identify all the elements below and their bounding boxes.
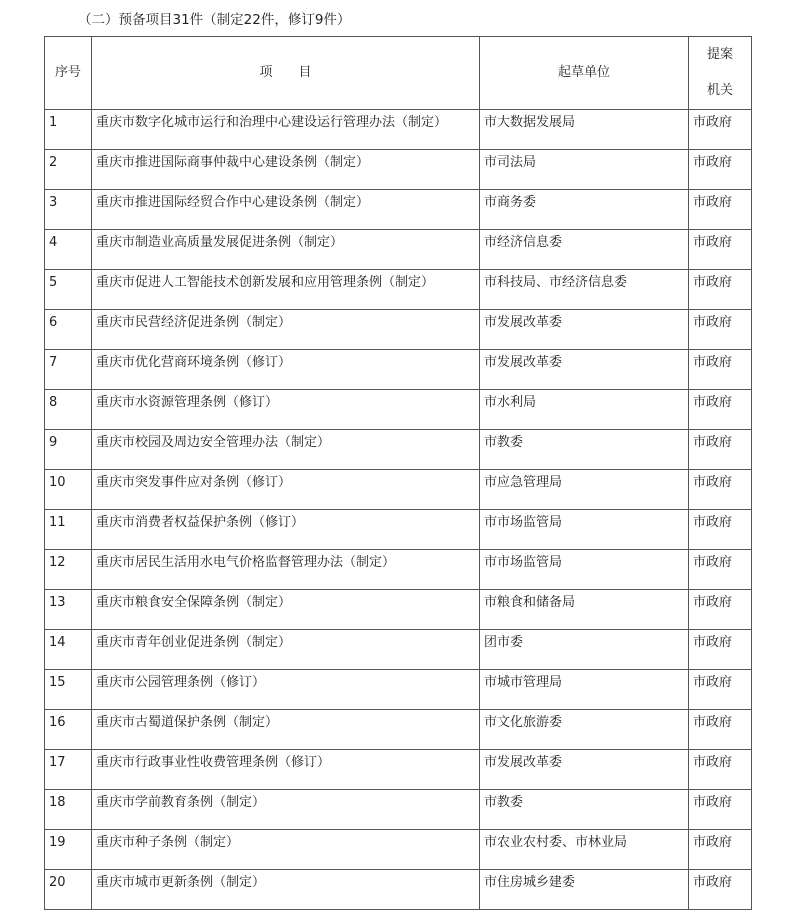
cell-org: 市政府	[689, 110, 752, 150]
cell-org: 市政府	[689, 790, 752, 830]
cell-drafter: 市商务委	[480, 190, 689, 230]
cell-drafter: 市应急管理局	[480, 470, 689, 510]
table-row	[45, 710, 752, 750]
table-row	[45, 630, 752, 670]
cell-org: 市政府	[689, 510, 752, 550]
cell-no: 2	[45, 150, 92, 190]
table-row	[45, 550, 752, 590]
cell-item: 重庆市推进国际商事仲裁中心建设条例（制定）	[92, 150, 480, 190]
cell-drafter: 市水利局	[480, 390, 689, 430]
cell-no: 14	[45, 630, 92, 670]
cell-item: 重庆市优化营商环境条例（修订）	[92, 350, 480, 390]
cell-drafter: 市大数据发展局	[480, 110, 689, 150]
cell-org: 市政府	[689, 230, 752, 270]
cell-item: 重庆市学前教育条例（制定）	[92, 790, 480, 830]
cell-no: 4	[45, 230, 92, 270]
cell-no: 15	[45, 670, 92, 710]
cell-drafter: 市市场监管局	[480, 550, 689, 590]
cell-org: 市政府	[689, 430, 752, 470]
table-row	[45, 590, 752, 630]
table-row	[45, 510, 752, 550]
cell-no: 20	[45, 870, 92, 910]
cell-drafter: 市城市管理局	[480, 670, 689, 710]
cell-no: 8	[45, 390, 92, 430]
cell-item: 重庆市突发事件应对条例（修订）	[92, 470, 480, 510]
cell-item: 重庆市民营经济促进条例（制定）	[92, 310, 480, 350]
cell-org: 市政府	[689, 350, 752, 390]
cell-org: 市政府	[689, 710, 752, 750]
cell-no: 16	[45, 710, 92, 750]
cell-org: 市政府	[689, 750, 752, 790]
cell-no: 13	[45, 590, 92, 630]
header-org-line2: 机关	[706, 83, 733, 98]
cell-item: 重庆市古蜀道保护条例（制定）	[92, 710, 480, 750]
cell-drafter: 市市场监管局	[480, 510, 689, 550]
cell-no: 6	[45, 310, 92, 350]
cell-no: 3	[45, 190, 92, 230]
cell-item: 重庆市制造业高质量发展促进条例（制定）	[92, 230, 480, 270]
table-header-row	[45, 37, 752, 110]
cell-drafter: 市科技局、市经济信息委	[480, 270, 689, 310]
cell-no: 1	[45, 110, 92, 150]
cell-item: 重庆市校园及周边安全管理办法（制定）	[92, 430, 480, 470]
table-row	[45, 310, 752, 350]
cell-org: 市政府	[689, 870, 752, 910]
cell-no: 12	[45, 550, 92, 590]
table-row	[45, 670, 752, 710]
cell-drafter: 市农业农村委、市林业局	[480, 830, 689, 870]
cell-drafter: 市发展改革委	[480, 750, 689, 790]
cell-no: 5	[45, 270, 92, 310]
table-row	[45, 430, 752, 470]
cell-drafter: 市教委	[480, 430, 689, 470]
table-row	[45, 790, 752, 830]
cell-item: 重庆市促进人工智能技术创新发展和应用管理条例（制定）	[92, 270, 480, 310]
cell-drafter: 市住房城乡建委	[480, 870, 689, 910]
table-row	[45, 270, 752, 310]
cell-drafter: 市文化旅游委	[480, 710, 689, 750]
header-no: 序号	[45, 37, 92, 110]
header-org-line1: 提案	[706, 47, 733, 62]
cell-no: 7	[45, 350, 92, 390]
cell-org: 市政府	[689, 150, 752, 190]
cell-org: 市政府	[689, 310, 752, 350]
cell-no: 9	[45, 430, 92, 470]
cell-drafter: 市司法局	[480, 150, 689, 190]
cell-item: 重庆市青年创业促进条例（制定）	[92, 630, 480, 670]
cell-drafter: 市教委	[480, 790, 689, 830]
table-row	[45, 350, 752, 390]
cell-drafter: 市发展改革委	[480, 310, 689, 350]
header-drafter: 起草单位	[480, 37, 689, 110]
cell-drafter: 市经济信息委	[480, 230, 689, 270]
cell-org: 市政府	[689, 470, 752, 510]
table-row	[45, 830, 752, 870]
header-item: 项 目	[92, 37, 480, 110]
cell-org: 市政府	[689, 270, 752, 310]
cell-org: 市政府	[689, 550, 752, 590]
cell-org: 市政府	[689, 590, 752, 630]
table-row	[45, 750, 752, 790]
table-row	[45, 470, 752, 510]
cell-item: 重庆市居民生活用水电气价格监督管理办法（制定）	[92, 550, 480, 590]
section-heading: （二）预备项目31件（制定22件，修订9件）	[78, 12, 351, 28]
header-org	[689, 37, 752, 110]
cell-no: 11	[45, 510, 92, 550]
cell-item: 重庆市种子条例（制定）	[92, 830, 480, 870]
cell-item: 重庆市推进国际经贸合作中心建设条例（制定）	[92, 190, 480, 230]
cell-no: 18	[45, 790, 92, 830]
cell-org: 市政府	[689, 630, 752, 670]
cell-drafter: 团市委	[480, 630, 689, 670]
cell-item: 重庆市行政事业性收费管理条例（修订）	[92, 750, 480, 790]
cell-item: 重庆市水资源管理条例（修订）	[92, 390, 480, 430]
cell-item: 重庆市公园管理条例（修订）	[92, 670, 480, 710]
cell-item: 重庆市消费者权益保护条例（修订）	[92, 510, 480, 550]
cell-org: 市政府	[689, 390, 752, 430]
cell-org: 市政府	[689, 830, 752, 870]
cell-drafter: 市粮食和储备局	[480, 590, 689, 630]
table-row	[45, 110, 752, 150]
cell-no: 17	[45, 750, 92, 790]
cell-item: 重庆市数字化城市运行和治理中心建设运行管理办法（制定）	[92, 110, 480, 150]
cell-item: 重庆市城市更新条例（制定）	[92, 870, 480, 910]
project-table	[44, 36, 752, 910]
table-row	[45, 390, 752, 430]
table-row	[45, 870, 752, 910]
table-row	[45, 230, 752, 270]
cell-drafter: 市发展改革委	[480, 350, 689, 390]
cell-item: 重庆市粮食安全保障条例（制定）	[92, 590, 480, 630]
cell-org: 市政府	[689, 190, 752, 230]
cell-no: 10	[45, 470, 92, 510]
table-row	[45, 150, 752, 190]
table-row	[45, 190, 752, 230]
cell-no: 19	[45, 830, 92, 870]
cell-org: 市政府	[689, 670, 752, 710]
